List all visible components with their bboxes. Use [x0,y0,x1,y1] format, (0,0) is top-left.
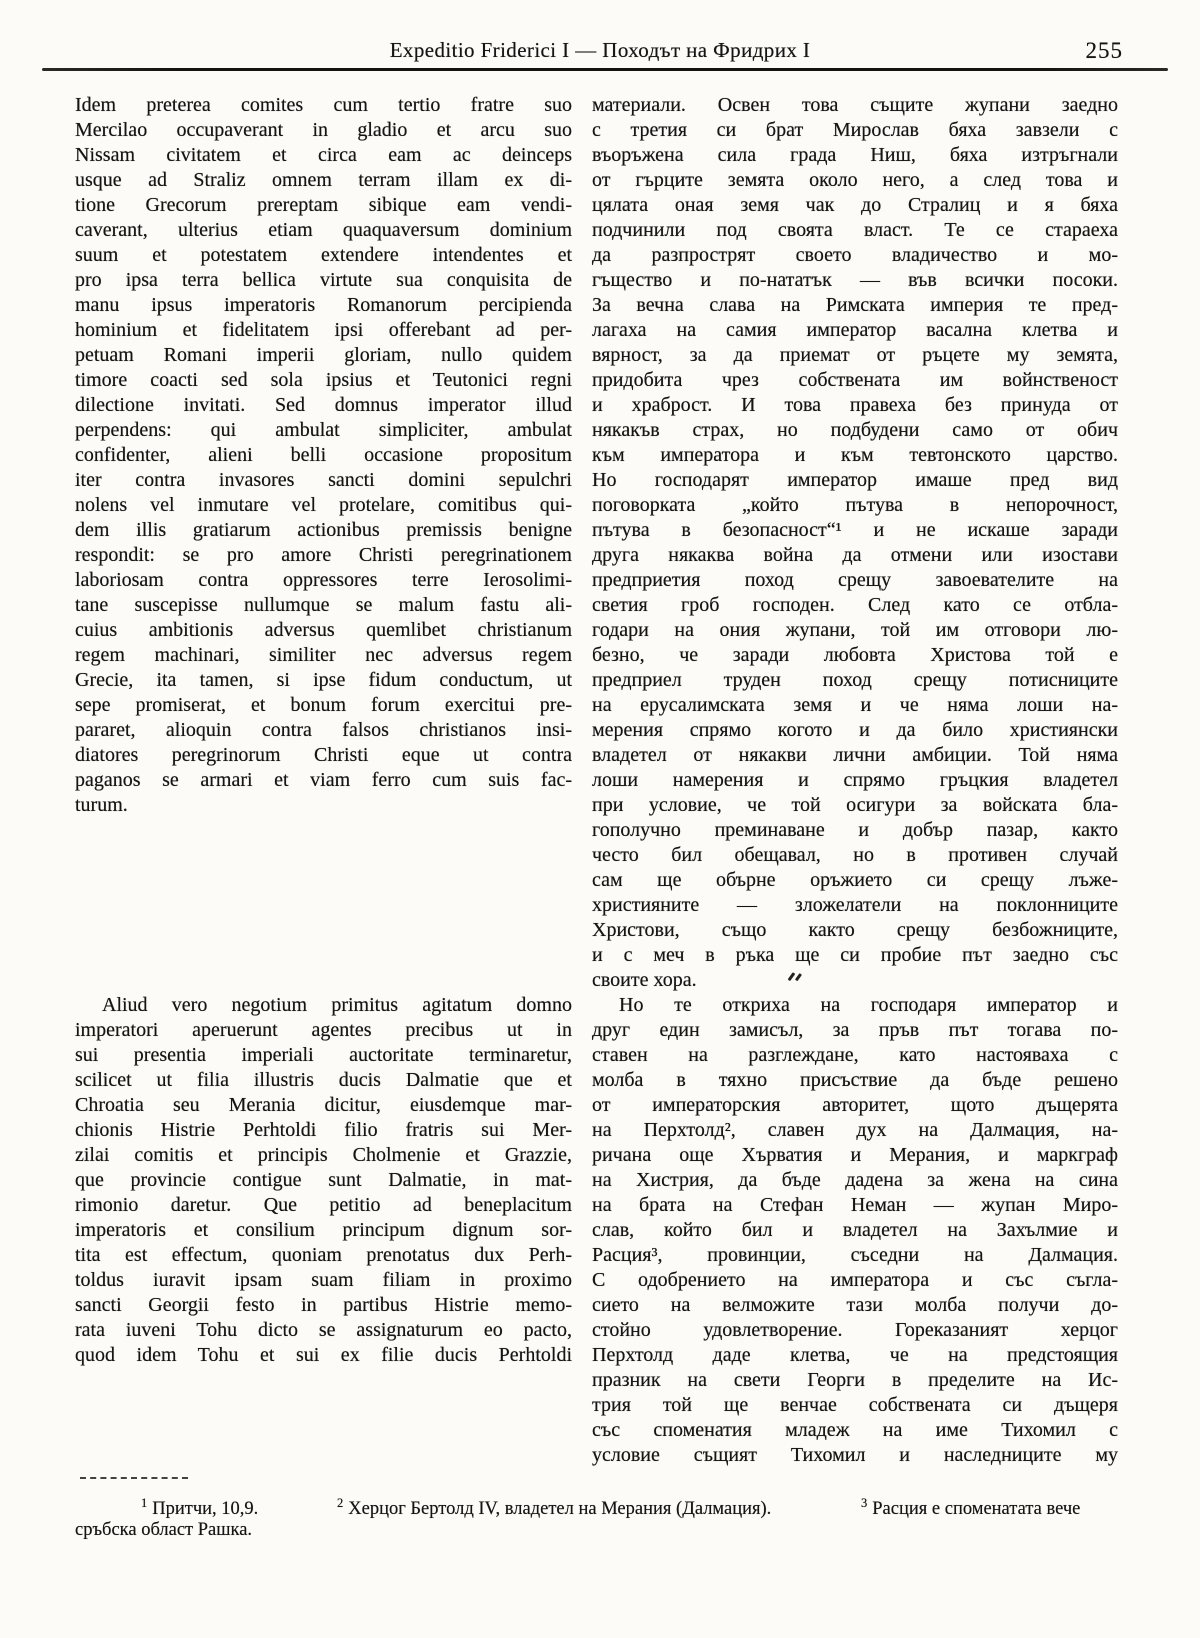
text-line: zilai comitis et principis Cholmenie et Grazzie, [75,1144,572,1166]
text-line: diatores peregrinorum Christi eque ut contra [75,744,572,766]
text-line: sui presentia imperiali auctoritate terminaretur, [75,1044,572,1066]
footnote-line [75,1490,1122,1520]
text-line: tione Grecorum prereptam sibique eam vendi- [75,194,572,216]
text-line: лагаха на самия император васална клетва и [592,319,1118,341]
text-line: turum. [75,794,128,816]
bulgarian-text-column [592,93,1118,1468]
text-line: regem machinari, similiter nec adversus regem [75,644,572,666]
footnote-3 [861,1490,1080,1523]
text-line: sepe promiserat, et bonum forum exercitui pre- [75,694,572,716]
text-line: Idem preterea comites cum tertio fratre suo [75,94,572,116]
text-line: от гърците земята около него, а след това и [592,169,1118,191]
text-line: manu ipsus imperatoris Romanorum percipienda [75,294,572,316]
text-line: Расция³, провинции, съседни на Далмация. [592,1244,1118,1266]
text-line: Но те откриха на господаря император и [619,994,1118,1016]
footnote-continuation: сръбска област Рашка. [75,1520,253,1540]
text-line: и храброст. И това правеха без принуда от [592,394,1118,416]
text-line: със споменатия младеж на име Тихомил с [592,1419,1118,1441]
text-line: Chroatia seu Merania dicitur, eiusdemque mar- [75,1094,572,1116]
footnotes [75,1490,1122,1544]
paragraph [75,993,572,1368]
text-line: въоръжена сила града Ниш, бяха изтръгнали [592,144,1118,166]
text-line: imperatoris et consilium principum dignum sor- [75,1219,572,1241]
text-line: при условие, че той осигури за войската бла- [592,794,1118,816]
text-line: respondit: se pro amore Christi peregrinationem [75,544,572,566]
text-line: За вечна слава на Римската империя те пред- [592,294,1118,316]
text-line: dilectione invitati. Sed domnus imperator illud [75,394,572,416]
text-line: toldus iuravit ipsam suam filiam in proximo [75,1269,572,1291]
text-line: Перхтолд даде клетва, че на предстоящия [592,1344,1118,1366]
text-line: cuius ambitionis adversus quemlibet christianum [75,619,572,641]
text-line: друг един замисъл, за пръв път тогава по- [592,1019,1118,1041]
text-line: мерения спрямо когото и да било християнски [592,719,1118,741]
text-line: вярност, за да приемат от ръцете му земята, [592,344,1118,366]
text-line: dem illis gratiarum actionibus premissis benigne [75,519,572,541]
text-line: слав, който бил и владетел на Захълмие и [592,1219,1118,1241]
page-number: 255 [1085,38,1123,63]
text-line: към императора и към тевтонското царство. [592,444,1118,466]
text-line: сам ще обърне оръжието си срещу лъже- [592,869,1118,891]
running-header [0,38,1200,66]
text-line: условие същият Тихомил и наследниците му [592,1444,1118,1466]
text-line: лоши намерения и спрямо гръцкия владетел [592,769,1118,791]
latin-text-column [75,93,572,1368]
footnote-2-text: Херцог Бертолд IV, владетел на Мерания (Далмация). [348,1499,772,1520]
footnote-3-text: Расция е споменатата вече [872,1499,1081,1520]
text-line: пътува в безопасност“¹ и не искаше заради [592,519,1118,541]
text-line: гъщество и по-нататък — във всички посоки. [592,269,1118,291]
text-line: que provincie contigue sunt Dalmatie, in mat- [75,1169,572,1191]
text-line: petuam Romani imperii gloriam, nullo quidem [75,344,572,366]
text-line: с третия си брат Мирослав бяха завзели с [592,119,1118,141]
text-line: някакъв страх, но подбудени само от обич [592,419,1118,441]
text-line: предприел труден поход срещу потисниците [592,669,1118,691]
text-line: pro ipsa terra bellica virtute sua conquisita de [75,269,572,291]
text-line: ставен на разглеждане, като настояваха с [592,1044,1118,1066]
text-line: сието на велможите тази молба получи до- [592,1294,1118,1316]
text-line: придобита чрез собствената им войнственост [592,369,1118,391]
text-line: timore coacti sed sola ipsius et Teutonici regni [75,369,572,391]
text-line: tita est effectum, quoniam prenotatus dux Perh- [75,1244,572,1266]
text-line: ричана още Хърватия и Мерания, и маркграф [592,1144,1118,1166]
text-line: гополучно преминаване и добър пазар, както [592,819,1118,841]
footnote-3-marker: 3 [861,1496,868,1510]
footnote-2 [337,1490,771,1523]
text-line: на Хистрия, да бъде дадена за жена на сина [592,1169,1118,1191]
paragraph [75,93,572,818]
text-line: от императорския авторитет, щото дъщерята [592,1094,1118,1116]
text-line: подчинили под своята власт. Те се стараеха [592,219,1118,241]
text-line: често бил обещавал, но в противен случай [592,844,1118,866]
text-line: своите хора. [592,969,697,991]
text-line: трия той ще венчае собствената си дъщеря [592,1394,1118,1416]
paragraph [592,93,1118,993]
text-line: chionis Histrie Perhtoldi filio fratris sui Mer- [75,1119,572,1141]
text-line: на ерусалимската земя и че няма лоши на- [592,694,1118,716]
text-line: и с меч в ръка ще си пробие път заедно със [592,944,1118,966]
text-line: Grecie, ita tamen, si ipse fidum conductum, ut [75,669,572,691]
text-line: да разпрострят своето владичество и мо- [592,244,1118,266]
text-line: светия гроб господен. След като се отбла- [592,594,1118,616]
header-rule [42,68,1168,71]
text-line: Nissam civitatem et circa eam ac deinceps [75,144,572,166]
text-line: безно, че заради любовта Христова той е [592,644,1118,666]
text-line: материали. Освен това същите жупани заедно [592,94,1118,116]
text-line: поговорката „който пътува в непорочност, [592,494,1118,516]
footnote-1-text: Притчи, 10,9. [152,1499,259,1520]
page-header-title: Expeditio Friderici I — Походът на Фридрих I [389,38,811,62]
text-line: sancti Georgii festo in partibus Histrie memo- [75,1294,572,1316]
text-line: владетел от някакви лични амбиции. Той няма [592,744,1118,766]
text-line: цялата оная земя чак до Стралиц и я бяха [592,194,1118,216]
text-line: стойно удовлетворение. Гореказаният херцог [592,1319,1118,1341]
paragraph [592,993,1118,1468]
text-line: молба в тяхно присъствие да бъде решено [592,1069,1118,1091]
text-line: годари на ония жупани, той им отговори лю- [592,619,1118,641]
text-line: tane suscepisse nullumque se malum fastu ali- [75,594,572,616]
text-line: rata iuveni Tohu dicto se assignaturum eo pacto, [75,1319,572,1341]
footnote-2-marker: 2 [337,1496,344,1510]
text-line: quod idem Tohu et sui ex filie ducis Perhtoldi [75,1344,572,1366]
text-line: hominium et fidelitatem ipsi offerebant ad per- [75,319,572,341]
footnote-1 [141,1490,258,1523]
text-line: Aliud vero negotium primitus agitatum domno [102,994,572,1016]
text-line: християните — зложелатели на поклонниците [592,894,1118,916]
text-line: предприетия поход срещу завоевателите на [592,569,1118,591]
text-line: rimonio daretur. Que petitio ad beneplacitum [75,1194,572,1216]
ink-mark [790,972,802,984]
text-line: Но господарят император имаше пред вид [592,469,1118,491]
text-line: Христови, също както срещу безбожниците, [592,919,1118,941]
text-line: pararet, alioquin contra falsos christianos insi- [75,719,572,741]
footnote-1-marker: 1 [141,1496,148,1510]
text-line: imperatori aperuerunt agentes precibus ut in [75,1019,572,1041]
text-line: nolens vel inmutare vel protelare, comitibus qui- [75,494,572,516]
text-line: confidenter, alieni belli occasione propositum [75,444,572,466]
footnote-separator [80,1477,188,1479]
text-line: scilicet ut filia illustris ducis Dalmatie que et [75,1069,572,1091]
text-line: laboriosam contra oppressores terre Ierosolimi- [75,569,572,591]
text-line: на Перхтолд², славен дух на Далмация, на- [592,1119,1118,1141]
text-line: paganos se armari et viam ferro cum suis fac- [75,769,572,791]
text-line: iter contra invasores sancti domini sepulchri [75,469,572,491]
text-line: С одобрението на императора и със съгла- [592,1269,1118,1291]
text-line: caverant, ulterius etiam quaquaversum dominium [75,219,572,241]
text-line: Mercilao occupaverant in gladio et arcu suo [75,119,572,141]
text-line: perpendens: qui ambulat simpliciter, ambulat [75,419,572,441]
text-line: usque ad Straliz omnem terram illam ex di- [75,169,572,191]
text-line: друга някаква война да отмени или изостави [592,544,1118,566]
text-line: празник на свети Георги в пределите на Ис- [592,1369,1118,1391]
text-line: suum et potestatem extendere intendentes et [75,244,572,266]
text-line: на брата на Стефан Неман — жупан Миро- [592,1194,1118,1216]
